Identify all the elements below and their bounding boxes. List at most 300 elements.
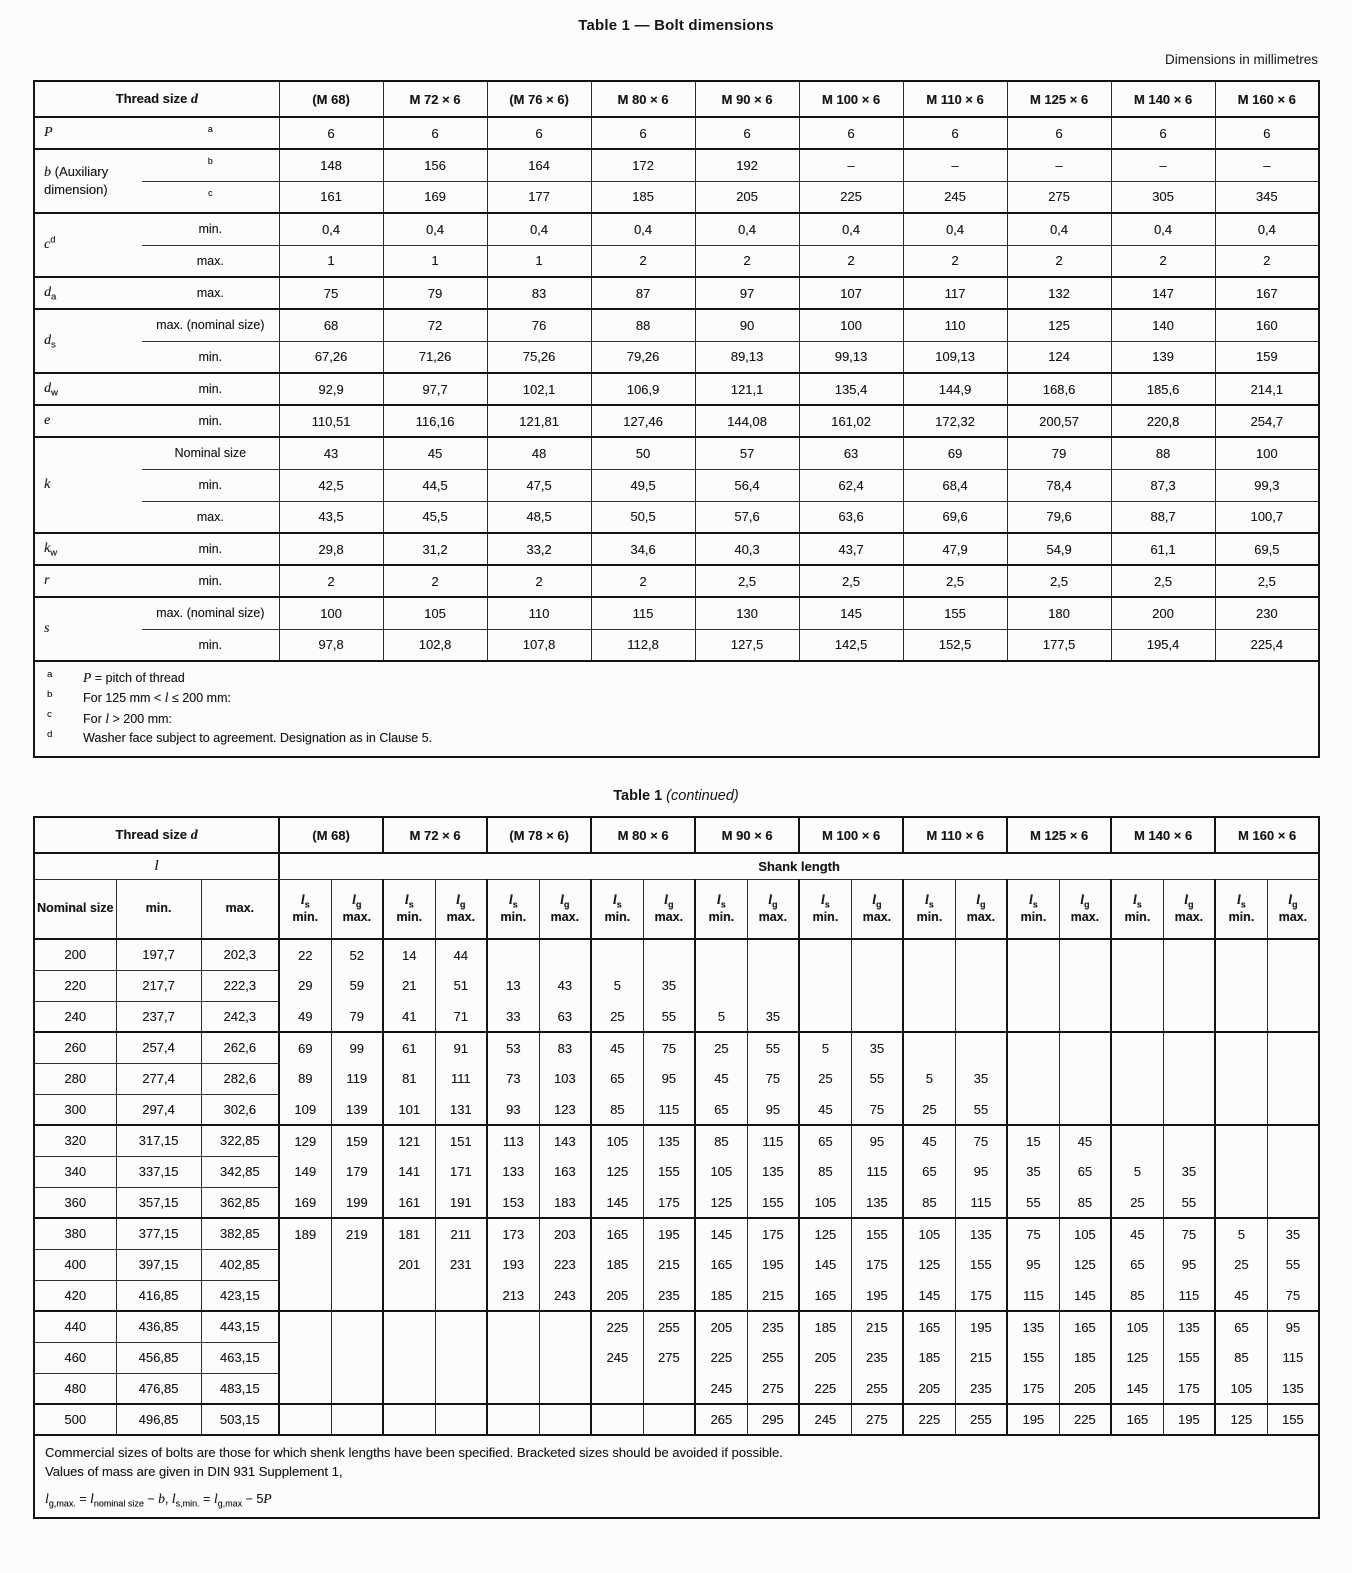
shank-value-cell: 85: [799, 1156, 851, 1187]
symbol-text: k: [44, 540, 51, 557]
symbol-text: l: [664, 892, 668, 908]
shank-value-cell: 165: [1111, 1404, 1163, 1435]
row-sublabel: [142, 309, 279, 341]
shank-value-cell: 225: [695, 1342, 747, 1373]
value-cell: 145: [799, 597, 903, 629]
shank-value-cell: 185: [903, 1342, 955, 1373]
value-cell: 33,2: [487, 533, 591, 565]
value-cell: 107: [799, 277, 903, 309]
subscript-text: nominal size: [93, 1498, 144, 1509]
value-cell: 275: [1007, 181, 1111, 213]
table-row: [34, 1156, 1319, 1187]
superscript-text: c: [208, 187, 213, 198]
shank-value-cell: 185: [591, 1249, 643, 1280]
shank-value-cell: [1215, 1063, 1267, 1094]
shank-value-cell: 225: [591, 1311, 643, 1342]
shank-value-cell: 255: [643, 1311, 695, 1342]
shank-value-cell: [539, 1404, 591, 1435]
shank-value-cell: [1007, 939, 1059, 970]
value-cell: 172,32: [903, 405, 1007, 437]
plain-text: max.: [196, 253, 224, 268]
l-min-cell: 297,4: [116, 1094, 201, 1125]
shank-value-cell: 53: [487, 1032, 539, 1063]
shank-value-cell: [799, 970, 851, 1001]
symbol-text: l: [456, 892, 460, 908]
value-cell: 142,5: [799, 629, 903, 661]
symbol-text: d: [44, 332, 52, 349]
value-cell: 106,9: [591, 373, 695, 405]
value-cell: 0,4: [487, 213, 591, 245]
shank-value-cell: 255: [851, 1373, 903, 1404]
shank-value-cell: [1111, 1063, 1163, 1094]
symbol-text: b: [158, 1490, 165, 1506]
value-cell: 0,4: [1215, 213, 1319, 245]
l-max-cell: 262,6: [201, 1032, 279, 1063]
nominal-size-cell: 500: [34, 1404, 116, 1435]
thread-size-column-header: M 100 × 6: [799, 81, 903, 117]
shank-value-cell: [539, 1311, 591, 1342]
shank-value-cell: [331, 1342, 383, 1373]
thread-size-column-header: M 72 × 6: [383, 81, 487, 117]
shank-value-cell: 5: [695, 1001, 747, 1032]
value-cell: 97,7: [383, 373, 487, 405]
shank-value-cell: 115: [955, 1187, 1007, 1218]
shank-value-cell: 175: [1163, 1373, 1215, 1404]
shank-value-cell: 95: [643, 1063, 695, 1094]
shank-value-cell: 165: [591, 1218, 643, 1249]
shank-value-cell: [331, 1311, 383, 1342]
value-cell: 305: [1111, 181, 1215, 213]
shank-value-cell: [1059, 1094, 1111, 1125]
ls-min-header: [1111, 879, 1163, 939]
shank-value-cell: 45: [695, 1063, 747, 1094]
symbol-text: l: [352, 892, 356, 908]
value-cell: 0,4: [383, 213, 487, 245]
shank-value-cell: [1007, 1063, 1059, 1094]
symbol-text: l: [1080, 892, 1084, 908]
lg-max-header: [1059, 879, 1111, 939]
value-cell: 168,6: [1007, 373, 1111, 405]
shank-value-cell: 275: [643, 1342, 695, 1373]
shank-value-cell: 55: [1007, 1187, 1059, 1218]
shank-value-cell: 145: [591, 1187, 643, 1218]
shank-value-cell: 45: [591, 1032, 643, 1063]
value-cell: 0,4: [1007, 213, 1111, 245]
lg-symbol: [1268, 891, 1319, 909]
shank-value-cell: [331, 1373, 383, 1404]
value-cell: 159: [1215, 341, 1319, 373]
nominal-size-cell: 200: [34, 939, 116, 970]
shank-value-cell: 141: [383, 1156, 435, 1187]
symbol-text: c: [44, 236, 51, 253]
shank-value-cell: 223: [539, 1249, 591, 1280]
shank-value-cell: 105: [1215, 1373, 1267, 1404]
shank-value-cell: [1059, 1032, 1111, 1063]
value-cell: 195,4: [1111, 629, 1215, 661]
value-cell: 2,5: [903, 565, 1007, 597]
shank-value-cell: [487, 1342, 539, 1373]
thread-size-column-header: M 100 × 6: [799, 817, 903, 853]
shank-value-cell: 75: [747, 1063, 799, 1094]
shank-value-cell: 125: [1215, 1404, 1267, 1435]
shank-value-cell: [1111, 1032, 1163, 1063]
plain-text: min.: [198, 573, 223, 588]
value-cell: 6: [383, 117, 487, 149]
value-cell: 192: [695, 149, 799, 181]
symbol-text: s: [44, 620, 50, 637]
table-row: [34, 1404, 1319, 1435]
value-cell: 75,26: [487, 341, 591, 373]
lg-max-header: [539, 879, 591, 939]
value-cell: 76: [487, 309, 591, 341]
value-cell: 102,8: [383, 629, 487, 661]
shank-value-cell: 55: [643, 1001, 695, 1032]
lg-max-header: [1267, 879, 1319, 939]
symbol-text: e: [44, 412, 51, 429]
shank-value-cell: 25: [799, 1063, 851, 1094]
shank-value-cell: 231: [435, 1249, 487, 1280]
value-cell: 156: [383, 149, 487, 181]
symbol-text: P: [263, 1490, 272, 1506]
subscript-text: s: [616, 899, 622, 910]
subscript-text: s: [720, 899, 726, 910]
row-sublabel: [142, 341, 279, 373]
value-cell: 1: [487, 245, 591, 277]
shank-value-cell: [383, 1404, 435, 1435]
shank-value-cell: 65: [591, 1063, 643, 1094]
value-cell: 100: [1215, 437, 1319, 469]
shank-value-cell: [435, 1280, 487, 1311]
shank-value-cell: 65: [1215, 1311, 1267, 1342]
l-min-cell: 197,7: [116, 939, 201, 970]
shank-value-cell: 211: [435, 1218, 487, 1249]
shank-value-cell: 265: [695, 1404, 747, 1435]
value-cell: 100: [799, 309, 903, 341]
ls-symbol: [1216, 891, 1267, 909]
shank-value-cell: 95: [851, 1125, 903, 1156]
table-row: [34, 469, 1319, 501]
shank-value-cell: [851, 970, 903, 1001]
lg-max-header: [331, 879, 383, 939]
thread-size-column-header: M 72 × 6: [383, 817, 487, 853]
shank-value-cell: [383, 1373, 435, 1404]
shank-value-cell: [851, 939, 903, 970]
shank-value-cell: [1267, 939, 1319, 970]
shank-value-cell: 25: [1111, 1187, 1163, 1218]
value-cell: 177: [487, 181, 591, 213]
ls-symbol: [904, 891, 955, 909]
thread-size-column-header: (M 76 × 6): [487, 81, 591, 117]
ls-min-header: [591, 879, 643, 939]
shank-value-cell: 245: [695, 1373, 747, 1404]
shank-value-cell: 33: [487, 1001, 539, 1032]
shank-value-cell: 235: [747, 1311, 799, 1342]
table-row: [34, 1001, 1319, 1032]
shank-value-cell: 105: [591, 1125, 643, 1156]
lg-word: max.: [446, 910, 476, 925]
shank-value-cell: 121: [383, 1125, 435, 1156]
subscript-text: g: [1187, 899, 1194, 910]
subscript-text: s: [408, 899, 414, 910]
bolt-dimensions-table: [33, 80, 1320, 758]
shank-value-cell: 45: [799, 1094, 851, 1125]
ls-word: min.: [500, 910, 527, 925]
row-sublabel: [142, 501, 279, 533]
shank-value-cell: 63: [539, 1001, 591, 1032]
shank-value-cell: [955, 939, 1007, 970]
shank-value-cell: 125: [1111, 1342, 1163, 1373]
l-min-cell: 456,85: [116, 1342, 201, 1373]
plain-text: min.: [198, 413, 223, 428]
symbol-text: b: [44, 164, 52, 181]
row-sublabel: [142, 469, 279, 501]
shank-value-cell: 215: [747, 1280, 799, 1311]
shank-value-cell: [1163, 1001, 1215, 1032]
shank-value-cell: 115: [1267, 1342, 1319, 1373]
thread-size-column-header: M 80 × 6: [591, 81, 695, 117]
table-row: [34, 277, 1319, 309]
value-cell: –: [1215, 149, 1319, 181]
value-cell: –: [1111, 149, 1215, 181]
subscript-text: s,min.: [175, 1498, 200, 1509]
thread-size-column-header: M 160 × 6: [1215, 817, 1319, 853]
value-cell: 121,1: [695, 373, 799, 405]
value-cell: 69,5: [1215, 533, 1319, 565]
shank-value-cell: [1007, 1032, 1059, 1063]
shank-value-cell: 105: [799, 1187, 851, 1218]
table1-continued-caption-bold: Table 1: [613, 788, 663, 804]
shank-value-cell: 85: [591, 1094, 643, 1125]
ls-word: min.: [812, 910, 839, 925]
row-sublabel: [142, 405, 279, 437]
shank-value-cell: 5: [903, 1063, 955, 1094]
shank-value-cell: 79: [331, 1001, 383, 1032]
table-row: [34, 1249, 1319, 1280]
value-cell: 6: [1007, 117, 1111, 149]
ls-min-header: [903, 879, 955, 939]
footnotes-row: [34, 661, 1319, 757]
shank-value-cell: 155: [1267, 1404, 1319, 1435]
value-cell: 2: [383, 565, 487, 597]
shank-value-cell: 101: [383, 1094, 435, 1125]
column-subheader-row: [34, 879, 1319, 939]
table-row: [34, 1342, 1319, 1373]
value-cell: 88: [1111, 437, 1215, 469]
value-cell: 6: [695, 117, 799, 149]
row-sublabel: [142, 597, 279, 629]
shank-value-cell: [955, 970, 1007, 1001]
shank-value-cell: 85: [1215, 1342, 1267, 1373]
shank-value-cell: 35: [1163, 1156, 1215, 1187]
footnote-text: [83, 671, 185, 685]
value-cell: 144,9: [903, 373, 1007, 405]
row-group-label: [34, 213, 142, 277]
shank-value-cell: [331, 1249, 383, 1280]
row-sublabel: [142, 373, 279, 405]
plain-text: Washer face subject to agreement. Designation as in Clause 5.: [83, 730, 433, 745]
table-row: [34, 437, 1319, 469]
footnote: $^b$ For 125 mm < l ≤ 200 mm:: [47, 689, 231, 706]
value-cell: 61,1: [1111, 533, 1215, 565]
value-cell: 79: [1007, 437, 1111, 469]
shank-value-cell: [1007, 1001, 1059, 1032]
shank-value-cell: 169: [279, 1187, 331, 1218]
dimensions-note: Dimensions in millimetres: [1164, 52, 1318, 67]
value-cell: 110: [903, 309, 1007, 341]
thread-size-column-header: M 90 × 6: [695, 81, 799, 117]
shank-value-cell: 5: [1111, 1156, 1163, 1187]
shank-value-cell: 95: [1163, 1249, 1215, 1280]
value-cell: 112,8: [591, 629, 695, 661]
row-group-label: [34, 149, 142, 213]
shank-value-cell: 45: [1111, 1218, 1163, 1249]
shank-value-cell: 135: [1267, 1373, 1319, 1404]
footnote: $^c$ For l > 200 mm:: [47, 709, 172, 726]
shank-value-cell: [435, 1342, 487, 1373]
shank-value-cell: 45: [903, 1125, 955, 1156]
superscript-text: b: [207, 155, 213, 166]
shank-value-cell: 105: [1111, 1311, 1163, 1342]
l-max-cell: 302,6: [201, 1094, 279, 1125]
value-cell: 43,7: [799, 533, 903, 565]
ls-word: min.: [1228, 910, 1255, 925]
footnote-text: [83, 691, 231, 705]
symbol-text: l: [45, 1490, 49, 1506]
shank-value-cell: 175: [643, 1187, 695, 1218]
ls-symbol: [592, 891, 643, 909]
value-cell: 100,7: [1215, 501, 1319, 533]
value-cell: 220,8: [1111, 405, 1215, 437]
value-cell: 205: [695, 181, 799, 213]
shank-value-cell: 55: [851, 1063, 903, 1094]
shank-value-cell: 175: [851, 1249, 903, 1280]
nominal-size-cell: 400: [34, 1249, 116, 1280]
value-cell: 79: [383, 277, 487, 309]
shank-value-cell: 201: [383, 1249, 435, 1280]
value-cell: 72: [383, 309, 487, 341]
subscript-text: a: [51, 291, 57, 302]
shank-value-cell: 115: [643, 1094, 695, 1125]
shank-value-cell: [591, 939, 643, 970]
shank-value-cell: 245: [591, 1342, 643, 1373]
subscript-text: g,max.: [48, 1498, 76, 1509]
nominal-size-cell: 380: [34, 1218, 116, 1249]
shank-value-cell: 5: [1215, 1218, 1267, 1249]
shank-value-cell: [539, 1342, 591, 1373]
value-cell: 87: [591, 277, 695, 309]
plain-text: −: [143, 1491, 159, 1506]
shank-value-cell: 25: [903, 1094, 955, 1125]
row-sublabel: [142, 245, 279, 277]
plain-text: For: [83, 711, 106, 726]
shank-value-cell: 145: [695, 1218, 747, 1249]
shank-value-cell: 135: [643, 1125, 695, 1156]
row-sublabel: [142, 437, 279, 469]
ls-word: min.: [292, 910, 319, 925]
value-cell: 0,4: [695, 213, 799, 245]
shank-value-cell: 195: [1007, 1404, 1059, 1435]
shank-value-cell: 195: [955, 1311, 1007, 1342]
shank-value-cell: 22: [279, 939, 331, 970]
table-row: [34, 970, 1319, 1001]
plain-text: =: [199, 1491, 214, 1506]
lg-word: max.: [1174, 910, 1204, 925]
shank-value-cell: 179: [331, 1156, 383, 1187]
table1-continued-container: [33, 816, 1320, 1519]
symbol-text: l: [820, 892, 825, 908]
l-max-cell: 423,15: [201, 1280, 279, 1311]
subscript-text: g: [1083, 899, 1090, 910]
shank-value-cell: 255: [747, 1342, 799, 1373]
shank-value-cell: 103: [539, 1063, 591, 1094]
l-max-cell: 342,85: [201, 1156, 279, 1187]
plain-text: min.: [198, 637, 223, 652]
shank-value-cell: 35: [643, 970, 695, 1001]
lg-word: max.: [1070, 910, 1100, 925]
value-cell: –: [799, 149, 903, 181]
shank-value-cell: 155: [851, 1218, 903, 1249]
shank-value-cell: 243: [539, 1280, 591, 1311]
nominal-size-header: Nominal size: [34, 879, 116, 939]
shank-value-cell: 55: [955, 1094, 1007, 1125]
shank-value-cell: [331, 1280, 383, 1311]
shank-value-cell: 175: [1007, 1373, 1059, 1404]
shank-value-cell: 45: [1215, 1280, 1267, 1311]
nominal-size-cell: 220: [34, 970, 116, 1001]
lg-symbol: [332, 891, 383, 909]
symbol-text: d: [44, 284, 52, 301]
value-cell: 160: [1215, 309, 1319, 341]
value-cell: 2: [903, 245, 1007, 277]
shank-value-cell: 89: [279, 1063, 331, 1094]
shank-value-cell: 113: [487, 1125, 539, 1156]
value-cell: 50: [591, 437, 695, 469]
l-max-cell: 483,15: [201, 1373, 279, 1404]
shank-value-cell: 41: [383, 1001, 435, 1032]
shank-value-cell: [591, 1373, 643, 1404]
table-row: [34, 533, 1319, 565]
subscript-text: g: [563, 899, 570, 910]
shank-value-cell: [1059, 970, 1111, 1001]
table-row: [34, 341, 1319, 373]
value-cell: 107,8: [487, 629, 591, 661]
value-cell: 0,4: [591, 213, 695, 245]
symbol-text: l: [171, 1490, 176, 1506]
plain-text: max. (nominal size): [156, 318, 265, 333]
value-cell: 2,5: [1111, 565, 1215, 597]
table1-container: [33, 80, 1320, 758]
shank-value-cell: 161: [383, 1187, 435, 1218]
shank-value-cell: 13: [487, 970, 539, 1001]
value-cell: 68,4: [903, 469, 1007, 501]
shank-value-cell: [1059, 1063, 1111, 1094]
value-cell: 117: [903, 277, 1007, 309]
thread-size-column-header: M 160 × 6: [1215, 81, 1319, 117]
value-cell: 2,5: [1007, 565, 1111, 597]
value-cell: 345: [1215, 181, 1319, 213]
shank-value-cell: 125: [1059, 1249, 1111, 1280]
shank-value-cell: [643, 939, 695, 970]
shank-value-cell: [1267, 970, 1319, 1001]
shank-value-cell: [1215, 1094, 1267, 1125]
value-cell: 155: [903, 597, 1007, 629]
shank-value-cell: [1267, 1063, 1319, 1094]
shank-value-cell: [1111, 1094, 1163, 1125]
value-cell: 88: [591, 309, 695, 341]
shank-value-cell: [955, 1032, 1007, 1063]
ls-word: min.: [1020, 910, 1047, 925]
shank-value-cell: [1163, 1094, 1215, 1125]
